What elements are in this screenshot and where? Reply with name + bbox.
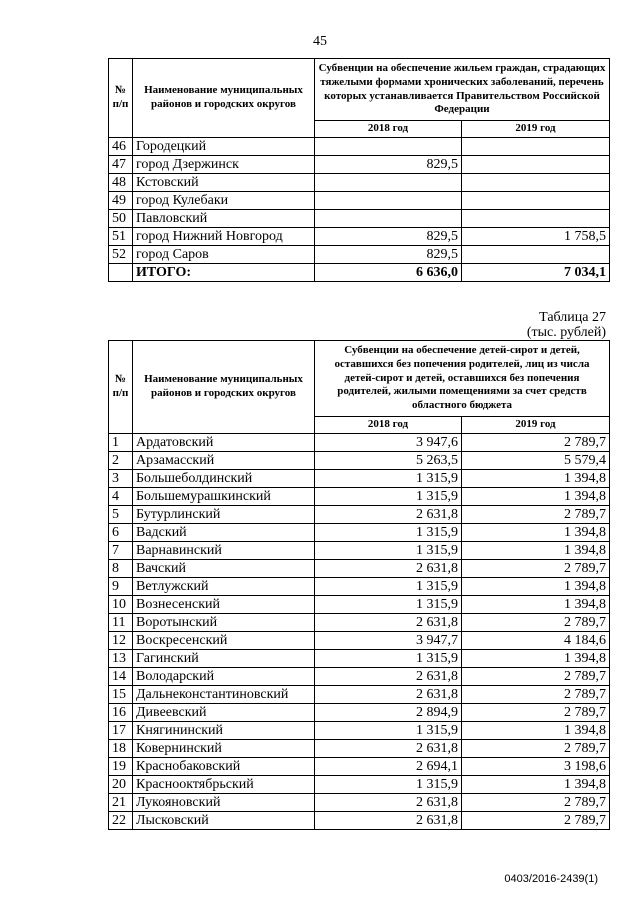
row-number: 8	[109, 560, 133, 578]
value-2019: 2 789,7	[462, 704, 610, 722]
value-2019: 1 758,5	[462, 228, 610, 246]
table-row	[109, 174, 610, 192]
table-row	[109, 668, 610, 686]
value-2018: 2 631,8	[315, 812, 462, 830]
value-2019	[462, 210, 610, 228]
row-number: 16	[109, 704, 133, 722]
value-2018: 1 315,9	[315, 470, 462, 488]
value-2019	[462, 174, 610, 192]
value-2018: 2 631,8	[315, 506, 462, 524]
value-2018	[315, 192, 462, 210]
table-row	[109, 210, 610, 228]
district-name: Вачский	[133, 560, 315, 578]
total-2019: 7 034,1	[462, 264, 610, 282]
table-row	[109, 228, 610, 246]
value-2018: 1 315,9	[315, 542, 462, 560]
table-units: (тыс. рублей)	[526, 325, 606, 340]
row-number: 6	[109, 524, 133, 542]
table-row	[109, 560, 610, 578]
row-number: 52	[109, 246, 133, 264]
table-row	[109, 596, 610, 614]
value-2019: 1 394,8	[462, 542, 610, 560]
value-2018: 1 315,9	[315, 722, 462, 740]
value-2019: 2 789,7	[462, 740, 610, 758]
value-2019: 3 198,6	[462, 758, 610, 776]
row-number: 18	[109, 740, 133, 758]
table-row	[109, 794, 610, 812]
district-name: Городецкий	[133, 138, 315, 156]
table-row	[109, 632, 610, 650]
district-name: город Саров	[133, 246, 315, 264]
row-number: 12	[109, 632, 133, 650]
value-2018: 2 631,8	[315, 614, 462, 632]
value-2019	[462, 246, 610, 264]
district-name: Ковернинский	[133, 740, 315, 758]
table-row	[109, 488, 610, 506]
value-2018	[315, 210, 462, 228]
district-name: город Дзержинск	[133, 156, 315, 174]
header-year-2018: 2018 год	[315, 417, 462, 434]
table-row	[109, 614, 610, 632]
header-number: № п/п	[109, 341, 133, 434]
value-2018: 2 894,9	[315, 704, 462, 722]
row-number: 49	[109, 192, 133, 210]
value-2018	[315, 138, 462, 156]
total-label: ИТОГО:	[133, 264, 315, 282]
page-number: 45	[313, 34, 327, 49]
header-name: Наименование муниципальных районов и городских округов	[133, 341, 315, 434]
district-name: Вадский	[133, 524, 315, 542]
header-number: № п/п	[109, 59, 133, 138]
table-row	[109, 722, 610, 740]
value-2019: 1 394,8	[462, 524, 610, 542]
header-subsidy: Субвенции на обеспечение жильем граждан, страдающих тяжелыми формами хронических заболеваний, перечень которых устанавливается Правительством Российской Федерации	[315, 59, 610, 121]
table-row	[109, 650, 610, 668]
row-number: 50	[109, 210, 133, 228]
district-name: Большеболдинский	[133, 470, 315, 488]
table-row	[109, 506, 610, 524]
value-2019: 2 789,7	[462, 686, 610, 704]
row-number: 51	[109, 228, 133, 246]
district-name: Ветлужский	[133, 578, 315, 596]
district-name: Вознесенский	[133, 596, 315, 614]
district-name: Княгининский	[133, 722, 315, 740]
table-row	[109, 452, 610, 470]
value-2018: 1 315,9	[315, 596, 462, 614]
row-number: 48	[109, 174, 133, 192]
table-row	[109, 138, 610, 156]
value-2018: 1 315,9	[315, 650, 462, 668]
table-row	[109, 578, 610, 596]
table-row	[109, 156, 610, 174]
table-row	[109, 740, 610, 758]
row-number: 4	[109, 488, 133, 506]
document-code: 0403/2016-2439(1)	[504, 873, 598, 885]
subsidy-table-orphans	[108, 340, 610, 830]
table-row	[109, 246, 610, 264]
value-2018: 1 315,9	[315, 776, 462, 794]
district-name: Варнавинский	[133, 542, 315, 560]
district-name: Арзамасский	[133, 452, 315, 470]
district-name: Лукояновский	[133, 794, 315, 812]
value-2018: 3 947,6	[315, 434, 462, 452]
district-name: Воскресенский	[133, 632, 315, 650]
value-2018: 2 631,8	[315, 740, 462, 758]
value-2018: 1 315,9	[315, 578, 462, 596]
row-number: 47	[109, 156, 133, 174]
value-2019: 1 394,8	[462, 470, 610, 488]
header-year-2019: 2019 год	[462, 417, 610, 434]
district-name: Дальнеконстантиновский	[133, 686, 315, 704]
table-caption: Таблица 27	[539, 310, 606, 325]
table-row	[109, 758, 610, 776]
value-2019: 2 789,7	[462, 614, 610, 632]
header-name: Наименование муниципальных районов и городских округов	[133, 59, 315, 138]
value-2019: 2 789,7	[462, 506, 610, 524]
value-2019: 1 394,8	[462, 722, 610, 740]
table-row	[109, 542, 610, 560]
row-number: 20	[109, 776, 133, 794]
value-2018: 2 631,8	[315, 668, 462, 686]
table-row	[109, 812, 610, 830]
value-2018: 2 631,8	[315, 560, 462, 578]
value-2019: 1 394,8	[462, 596, 610, 614]
district-name: Большемурашкинский	[133, 488, 315, 506]
value-2019: 2 789,7	[462, 434, 610, 452]
row-number: 22	[109, 812, 133, 830]
table-row	[109, 192, 610, 210]
subsidy-table-housing	[108, 58, 610, 282]
row-number: 5	[109, 506, 133, 524]
total-2018: 6 636,0	[315, 264, 462, 282]
row-number: 19	[109, 758, 133, 776]
value-2019: 2 789,7	[462, 668, 610, 686]
total-row	[109, 264, 610, 282]
district-name: город Нижний Новгород	[133, 228, 315, 246]
value-2019: 1 394,8	[462, 488, 610, 506]
row-number: 2	[109, 452, 133, 470]
value-2019: 1 394,8	[462, 776, 610, 794]
value-2018	[315, 174, 462, 192]
value-2019	[462, 138, 610, 156]
district-name: Володарский	[133, 668, 315, 686]
value-2019	[462, 156, 610, 174]
district-name: Ардатовский	[133, 434, 315, 452]
row-number: 1	[109, 434, 133, 452]
table-row	[109, 524, 610, 542]
row-number: 10	[109, 596, 133, 614]
header-year-2018: 2018 год	[315, 121, 462, 138]
district-name: Дивеевский	[133, 704, 315, 722]
value-2018: 829,5	[315, 228, 462, 246]
value-2019: 1 394,8	[462, 650, 610, 668]
value-2019: 4 184,6	[462, 632, 610, 650]
value-2019: 1 394,8	[462, 578, 610, 596]
district-name: Краснобаковский	[133, 758, 315, 776]
row-number: 9	[109, 578, 133, 596]
district-name: Кстовский	[133, 174, 315, 192]
value-2019: 2 789,7	[462, 560, 610, 578]
table-row	[109, 704, 610, 722]
value-2018: 5 263,5	[315, 452, 462, 470]
header-year-2019: 2019 год	[462, 121, 610, 138]
row-number: 14	[109, 668, 133, 686]
row-number: 11	[109, 614, 133, 632]
total-blank	[109, 264, 133, 282]
value-2018: 829,5	[315, 246, 462, 264]
row-number: 21	[109, 794, 133, 812]
value-2018: 3 947,7	[315, 632, 462, 650]
district-name: Бутурлинский	[133, 506, 315, 524]
district-name: Павловский	[133, 210, 315, 228]
value-2018: 829,5	[315, 156, 462, 174]
row-number: 3	[109, 470, 133, 488]
district-name: Гагинский	[133, 650, 315, 668]
row-number: 7	[109, 542, 133, 560]
district-name: Воротынский	[133, 614, 315, 632]
table-row	[109, 776, 610, 794]
row-number: 13	[109, 650, 133, 668]
value-2019	[462, 192, 610, 210]
district-name: город Кулебаки	[133, 192, 315, 210]
value-2018: 2 694,1	[315, 758, 462, 776]
header-subsidy: Субвенции на обеспечение детей-сирот и детей, оставшихся без попечения родителей, лиц из числа детей-сирот и детей, оставшихся без попечения родителей, жилыми помещениями за счет средств областного бюджета	[315, 341, 610, 417]
row-number: 17	[109, 722, 133, 740]
value-2019: 2 789,7	[462, 794, 610, 812]
value-2018: 1 315,9	[315, 524, 462, 542]
value-2018: 2 631,8	[315, 794, 462, 812]
value-2019: 2 789,7	[462, 812, 610, 830]
value-2018: 1 315,9	[315, 488, 462, 506]
table-row	[109, 470, 610, 488]
table-row	[109, 686, 610, 704]
value-2019: 5 579,4	[462, 452, 610, 470]
table-row	[109, 434, 610, 452]
row-number: 46	[109, 138, 133, 156]
district-name: Лысковский	[133, 812, 315, 830]
value-2018: 2 631,8	[315, 686, 462, 704]
district-name: Краснооктябрьский	[133, 776, 315, 794]
row-number: 15	[109, 686, 133, 704]
